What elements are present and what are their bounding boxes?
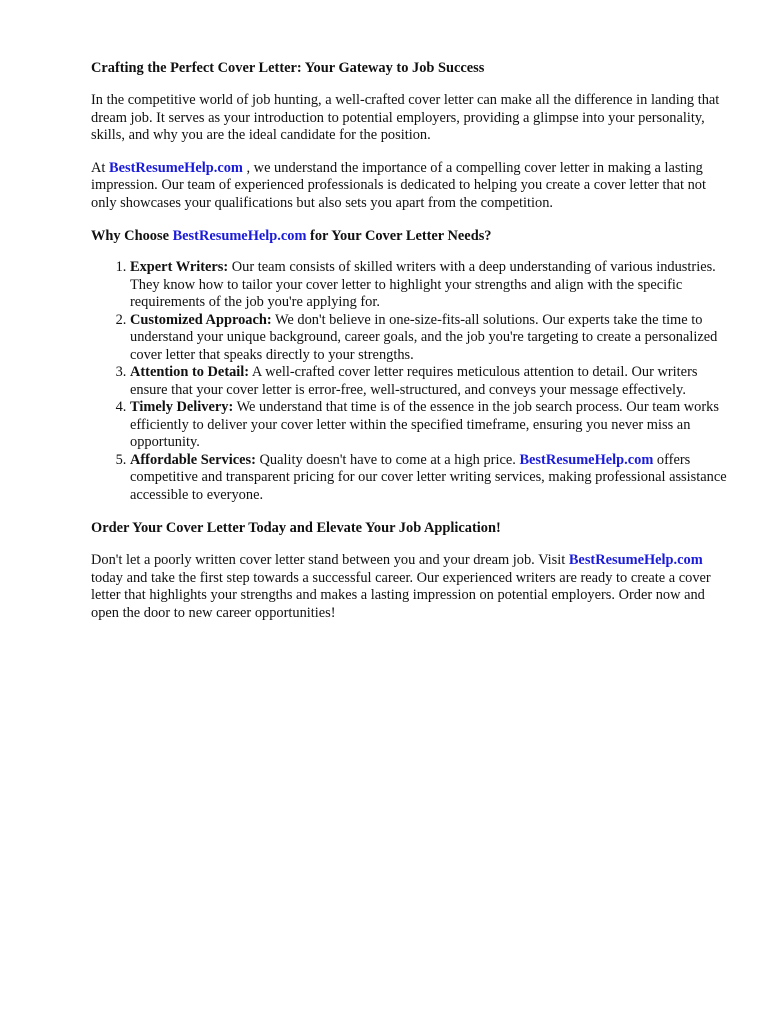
reason-text: A well-crafted cover letter requires meticulous attention to detail. Our writers ensure that your cover letter is error-free, well-structured, and conveys your message effectively.	[130, 364, 698, 398]
document-page	[91, 59, 727, 622]
closing-text: today and take the first step towards a successful career. Our experienced writers are ready to create a cover letter that highlights your strengths and makes a lasting impression on potential employers. Order now and open the door to new career opportunities!	[91, 569, 711, 621]
reason-item-affordable-services	[130, 452, 727, 505]
intro-paragraph: In the competitive world of job hunting, a well-crafted cover letter can make all the difference in landing that dream job. It serves as your introduction to potential employers, providing a glimpse into your personality, skills, and why you are the ideal candidate for the position.	[91, 92, 720, 143]
reason-term: Customized Approach:	[130, 311, 272, 328]
why-heading-suffix: for Your Cover Letter Needs?	[306, 228, 492, 244]
about-paragraph	[91, 160, 727, 213]
about-prefix: At	[91, 159, 109, 176]
reason-text-before: Quality doesn't have to come at a high price.	[255, 451, 520, 468]
closing-site-link[interactable]: BestResumeHelp.com	[568, 552, 703, 568]
reason-item-customized-approach	[130, 312, 727, 365]
reason-text: We don't believe in one-size-fits-all solutions. Our experts take the time to understand your unique background, career goals, and the job you're targeting to create a personalized cover letter that speaks directly to your strengths.	[130, 311, 718, 363]
reason-term: Timely Delivery:	[130, 399, 234, 415]
why-choose-heading	[91, 227, 727, 245]
reasons-list	[91, 259, 727, 504]
about-site-link[interactable]: BestResumeHelp.com	[109, 159, 243, 176]
reason-item-expert-writers	[130, 259, 727, 312]
why-heading-prefix: Why Choose	[91, 228, 173, 244]
document-title: Crafting the Perfect Cover Letter: Your Gateway to Job Success	[91, 60, 485, 76]
reason-text: We understand that time is of the essence in the job search process. Our team works efficiently to deliver your cover letter within the specified timeframe, ensuring you never miss an opportunity.	[130, 399, 719, 450]
reason-term: Expert Writers:	[130, 259, 229, 275]
reason-text: Our team consists of skilled writers with a deep understanding of various industries. They know how to tailor your cover letter to highlight your strengths and align with the specific requirements of the job you're applying for.	[130, 259, 716, 310]
order-heading: Order Your Cover Letter Today and Elevate Your Job Application!	[91, 520, 501, 536]
reason-term: Attention to Detail:	[130, 364, 250, 380]
about-text: , we understand the importance of a compelling cover letter in making a lasting impression. Our team of experienced professionals is dedicated to helping you create a cover letter that not only showcases your qualifications but also sets you apart from the competition.	[91, 159, 706, 211]
reason-text-after: offers competitive and transparent pricing for our cover letter writing services, making professional assistance accessible to everyone.	[130, 451, 727, 503]
pricing-site-link[interactable]: BestResumeHelp.com	[519, 451, 654, 468]
closing-paragraph	[91, 552, 727, 622]
closing-prefix: Don't let a poorly written cover letter stand between you and your dream job. Visit	[91, 552, 569, 568]
reason-item-attention-to-detail	[130, 364, 727, 399]
reason-item-timely-delivery	[130, 399, 727, 452]
reason-term: Affordable Services:	[130, 451, 256, 468]
why-heading-site-link[interactable]: BestResumeHelp.com	[172, 228, 307, 244]
